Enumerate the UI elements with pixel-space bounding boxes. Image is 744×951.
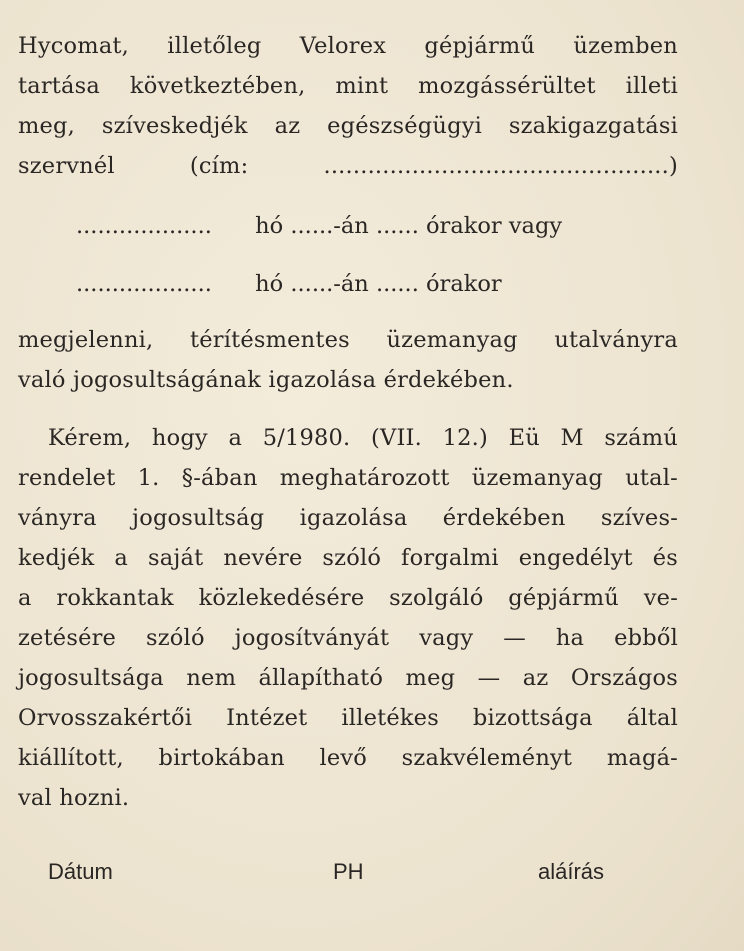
hour-blank: ...... — [375, 271, 419, 297]
text-line: a rokkantak közlekedésére szolgáló gépjármű ve- — [18, 585, 678, 611]
hour-label: órakor vagy — [426, 213, 563, 239]
hour-label: órakor — [426, 271, 502, 297]
text-line: megjelenni, térítésmentes üzemanyag utalványra — [18, 327, 678, 353]
month-label: hó — [255, 213, 284, 239]
text-line: kedjék a saját nevére szóló forgalmi engedélyt és — [18, 545, 678, 571]
text-line: zetésére szóló jogosítványát vagy — ha ebből — [18, 625, 678, 651]
day-blank: ......-án — [290, 271, 369, 297]
month-blank: ................... — [76, 213, 212, 239]
paragraph-instructions — [18, 26, 678, 186]
day-blank: ......-án — [290, 213, 369, 239]
appointment-row-2 — [76, 264, 676, 304]
text-line: Orvosszakértői Intézet illetékes bizottsága által — [18, 705, 678, 731]
text-line: val hozni. — [18, 785, 130, 811]
text-line: ványra jogosultság igazolása érdekében szíves- — [18, 505, 678, 531]
text-line: tartása következtében, mint mozgássérültet illeti — [18, 73, 678, 99]
text-line: való jogosultságának igazolása érdekében. — [18, 367, 514, 393]
date-label: Dátum — [48, 859, 113, 884]
stamp-label: PH — [333, 859, 364, 884]
text-line: rendelet 1. §-ában meghatározott üzemanyag utal- — [18, 465, 678, 491]
paragraph-request — [18, 418, 678, 818]
paragraph-purpose — [18, 320, 678, 400]
text-line: Hycomat, illetőleg Velorex gépjármű üzemben — [18, 33, 678, 59]
text-line: jogosultsága nem állapítható meg — az Országos — [18, 665, 678, 691]
text-line: Kérem, hogy a 5/1980. (VII. 12.) Eü M számú — [48, 425, 678, 451]
month-label: hó — [255, 271, 284, 297]
text-line: meg, szíveskedjék az egészségügyi szakigazgatási — [18, 113, 678, 139]
address-line: szervnél (cím: ...............................................) — [18, 153, 678, 179]
appointment-row-1 — [76, 206, 676, 246]
month-blank: ................... — [76, 271, 212, 297]
hour-blank: ...... — [375, 213, 419, 239]
signature-row — [48, 852, 628, 892]
signature-label: aláírás — [538, 859, 605, 884]
text-line: kiállított, birtokában levő szakvéleményt magá- — [18, 745, 678, 771]
